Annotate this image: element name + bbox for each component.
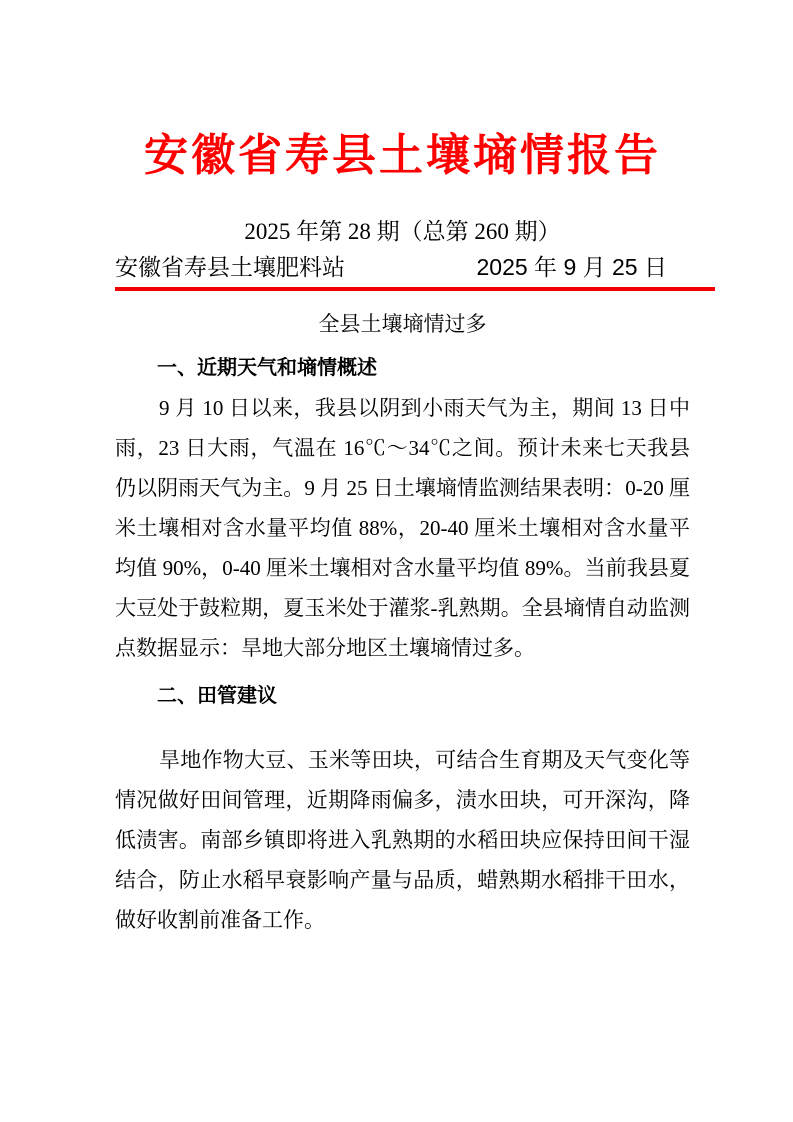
section-2-heading: 二、田管建议 (157, 685, 277, 707)
report-title: 安徽省寿县土壤墒情报告 (144, 131, 661, 180)
report-date: 2025 年 9 月 25 日 (476, 254, 667, 280)
section-1-paragraph: 9 月 10 日以来，我县以阴到小雨天气为主，期间 13 日中雨，23 日大雨，气温在 16℃～34℃之间。预计未来七天我县仍以阴雨天气为主。9 月 25 日土壤墒情监测结果表明：0-20 厘米土壤相对含水量平均值 88%，20-40 厘米土壤相对含水量平均值 90%，0-40 厘米土壤相对含水量平均值 89%。当前我县夏大豆处于鼓粒期，夏玉米处于灌浆-乳熟期。全县墒情自动监测点数据显示：旱地大部分地区土壤墒情过多。 (115, 396, 690, 660)
org-date-row (115, 253, 690, 281)
org-name: 安徽省寿县土壤肥料站 (115, 254, 345, 280)
article-subtitle: 全县土壤墒情过多 (318, 312, 487, 336)
section-2-paragraph: 旱地作物大豆、玉米等田块，可结合生育期及天气变化等情况做好田间管理，近期降雨偏多，渍水田块，可开深沟，降低渍害。南部乡镇即将进入乳熟期的水稻田块应保持田间干湿结合，防止水稻早衰影响产量与品质，蜡熟期水稻排干田水，做好收割前准备工作。 (115, 748, 690, 932)
issue-line: 2025 年第 28 期（总第 260 期） (244, 219, 561, 244)
section-1-heading: 一、近期天气和墒情概述 (157, 357, 377, 379)
red-divider-rule (115, 287, 715, 291)
